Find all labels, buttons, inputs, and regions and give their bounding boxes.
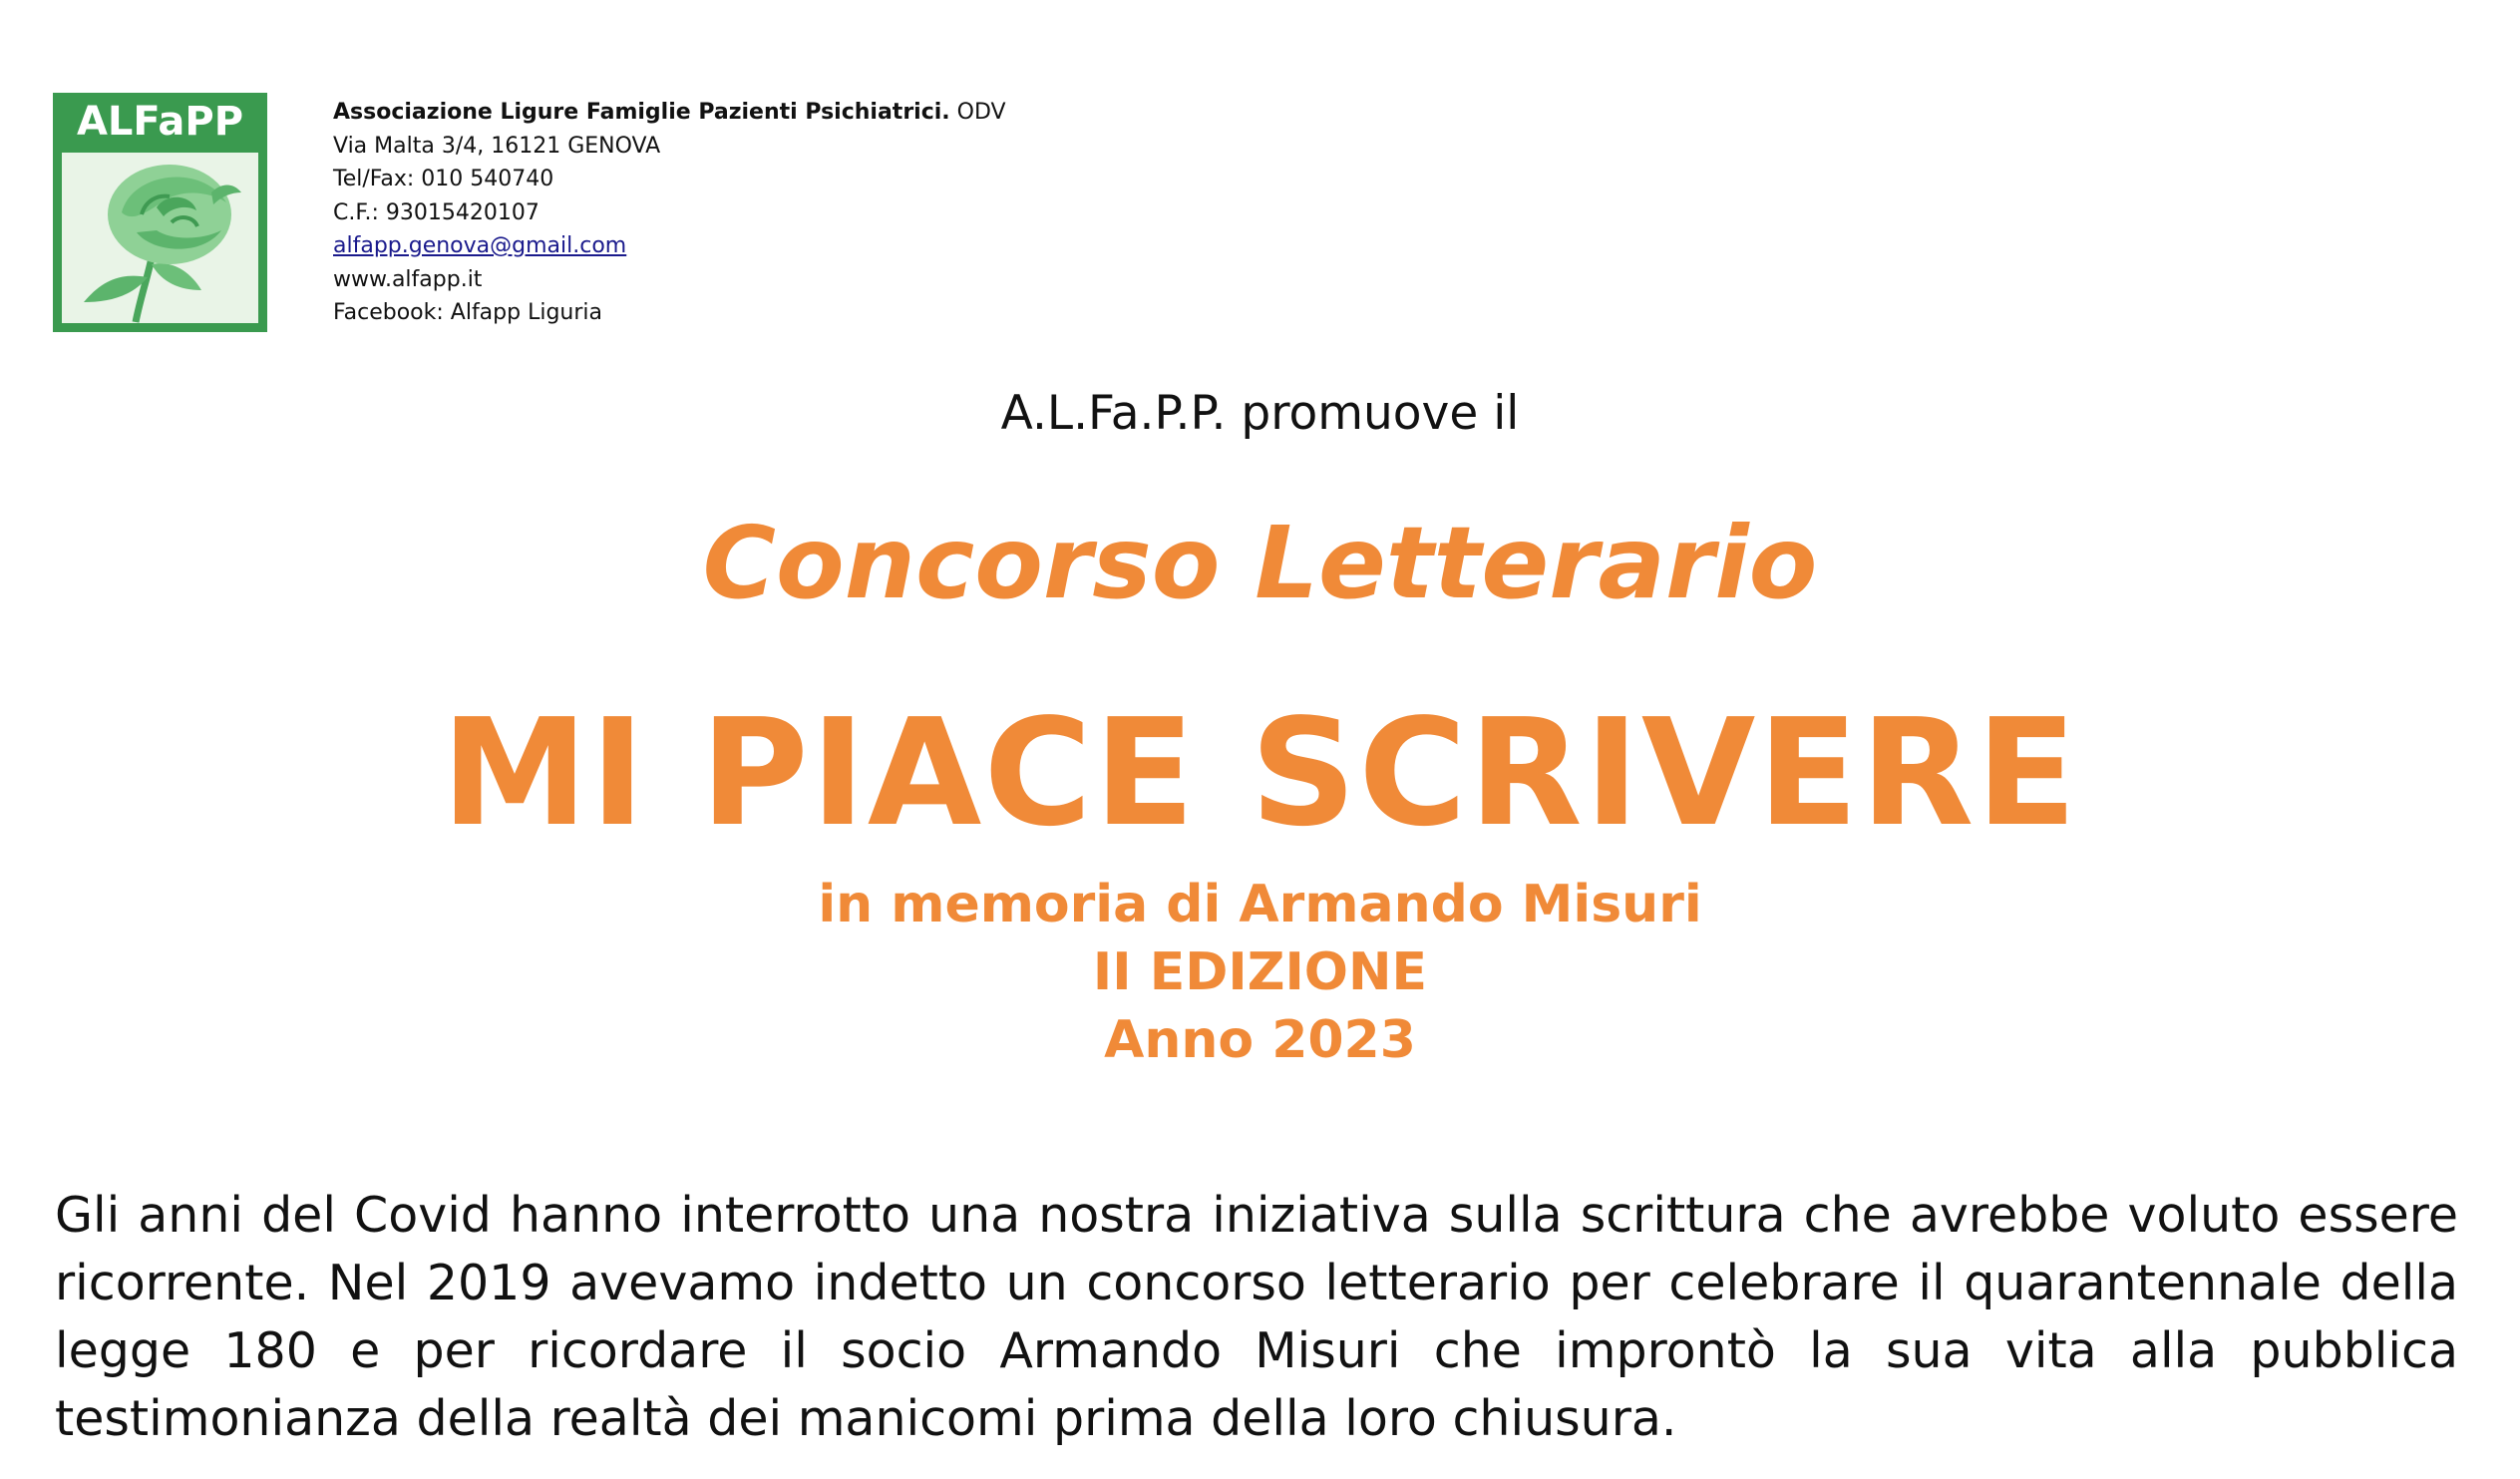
org-phone: Tel/Fax: 010 540740 xyxy=(333,167,554,191)
org-name: Associazione Ligure Famiglie Pazienti Psichiatrici. xyxy=(333,100,950,125)
contest-title: MI PIACE SCRIVERE xyxy=(441,687,2079,859)
year-line: Anno 2023 xyxy=(1104,1010,1416,1070)
org-address: Via Malta 3/4, 16121 GENOVA xyxy=(333,133,661,159)
org-email-link[interactable]: alfapp.genova@gmail.com xyxy=(333,233,627,258)
org-facebook: Facebook: Alfapp Liguria xyxy=(333,300,603,325)
rose-icon xyxy=(62,153,258,323)
org-contact-block xyxy=(333,96,1006,330)
org-website: www.alfapp.it xyxy=(333,266,483,292)
contest-heading: Concorso Letterario xyxy=(702,505,1818,621)
intro-paragraph: Gli anni del Covid hanno interrotto una nostra iniziativa sulla scrittura che avrebbe voluto essere ricorrente. Nel 2019 avevamo indetto un concorso letterario per celebrare il quarantennale della legge 180 e per ricordare il socio Armando Misuri che improntò la sua vita alla pubblica testimonianza della realtà dei manicomi prima della loro chiusura. xyxy=(55,1187,2458,1447)
edition-line: II EDIZIONE xyxy=(1092,942,1428,1002)
org-name-line xyxy=(333,96,1006,130)
org-suffix: ODV xyxy=(949,100,1006,125)
org-tax-code: C.F.: 93015420107 xyxy=(333,199,540,225)
org-logo xyxy=(53,93,267,332)
promo-line: A.L.Fa.P.P. promuove il xyxy=(1000,386,1520,441)
logo-text: ALFaPP xyxy=(76,99,244,145)
memorial-line: in memoria di Armando Misuri xyxy=(818,875,1702,934)
